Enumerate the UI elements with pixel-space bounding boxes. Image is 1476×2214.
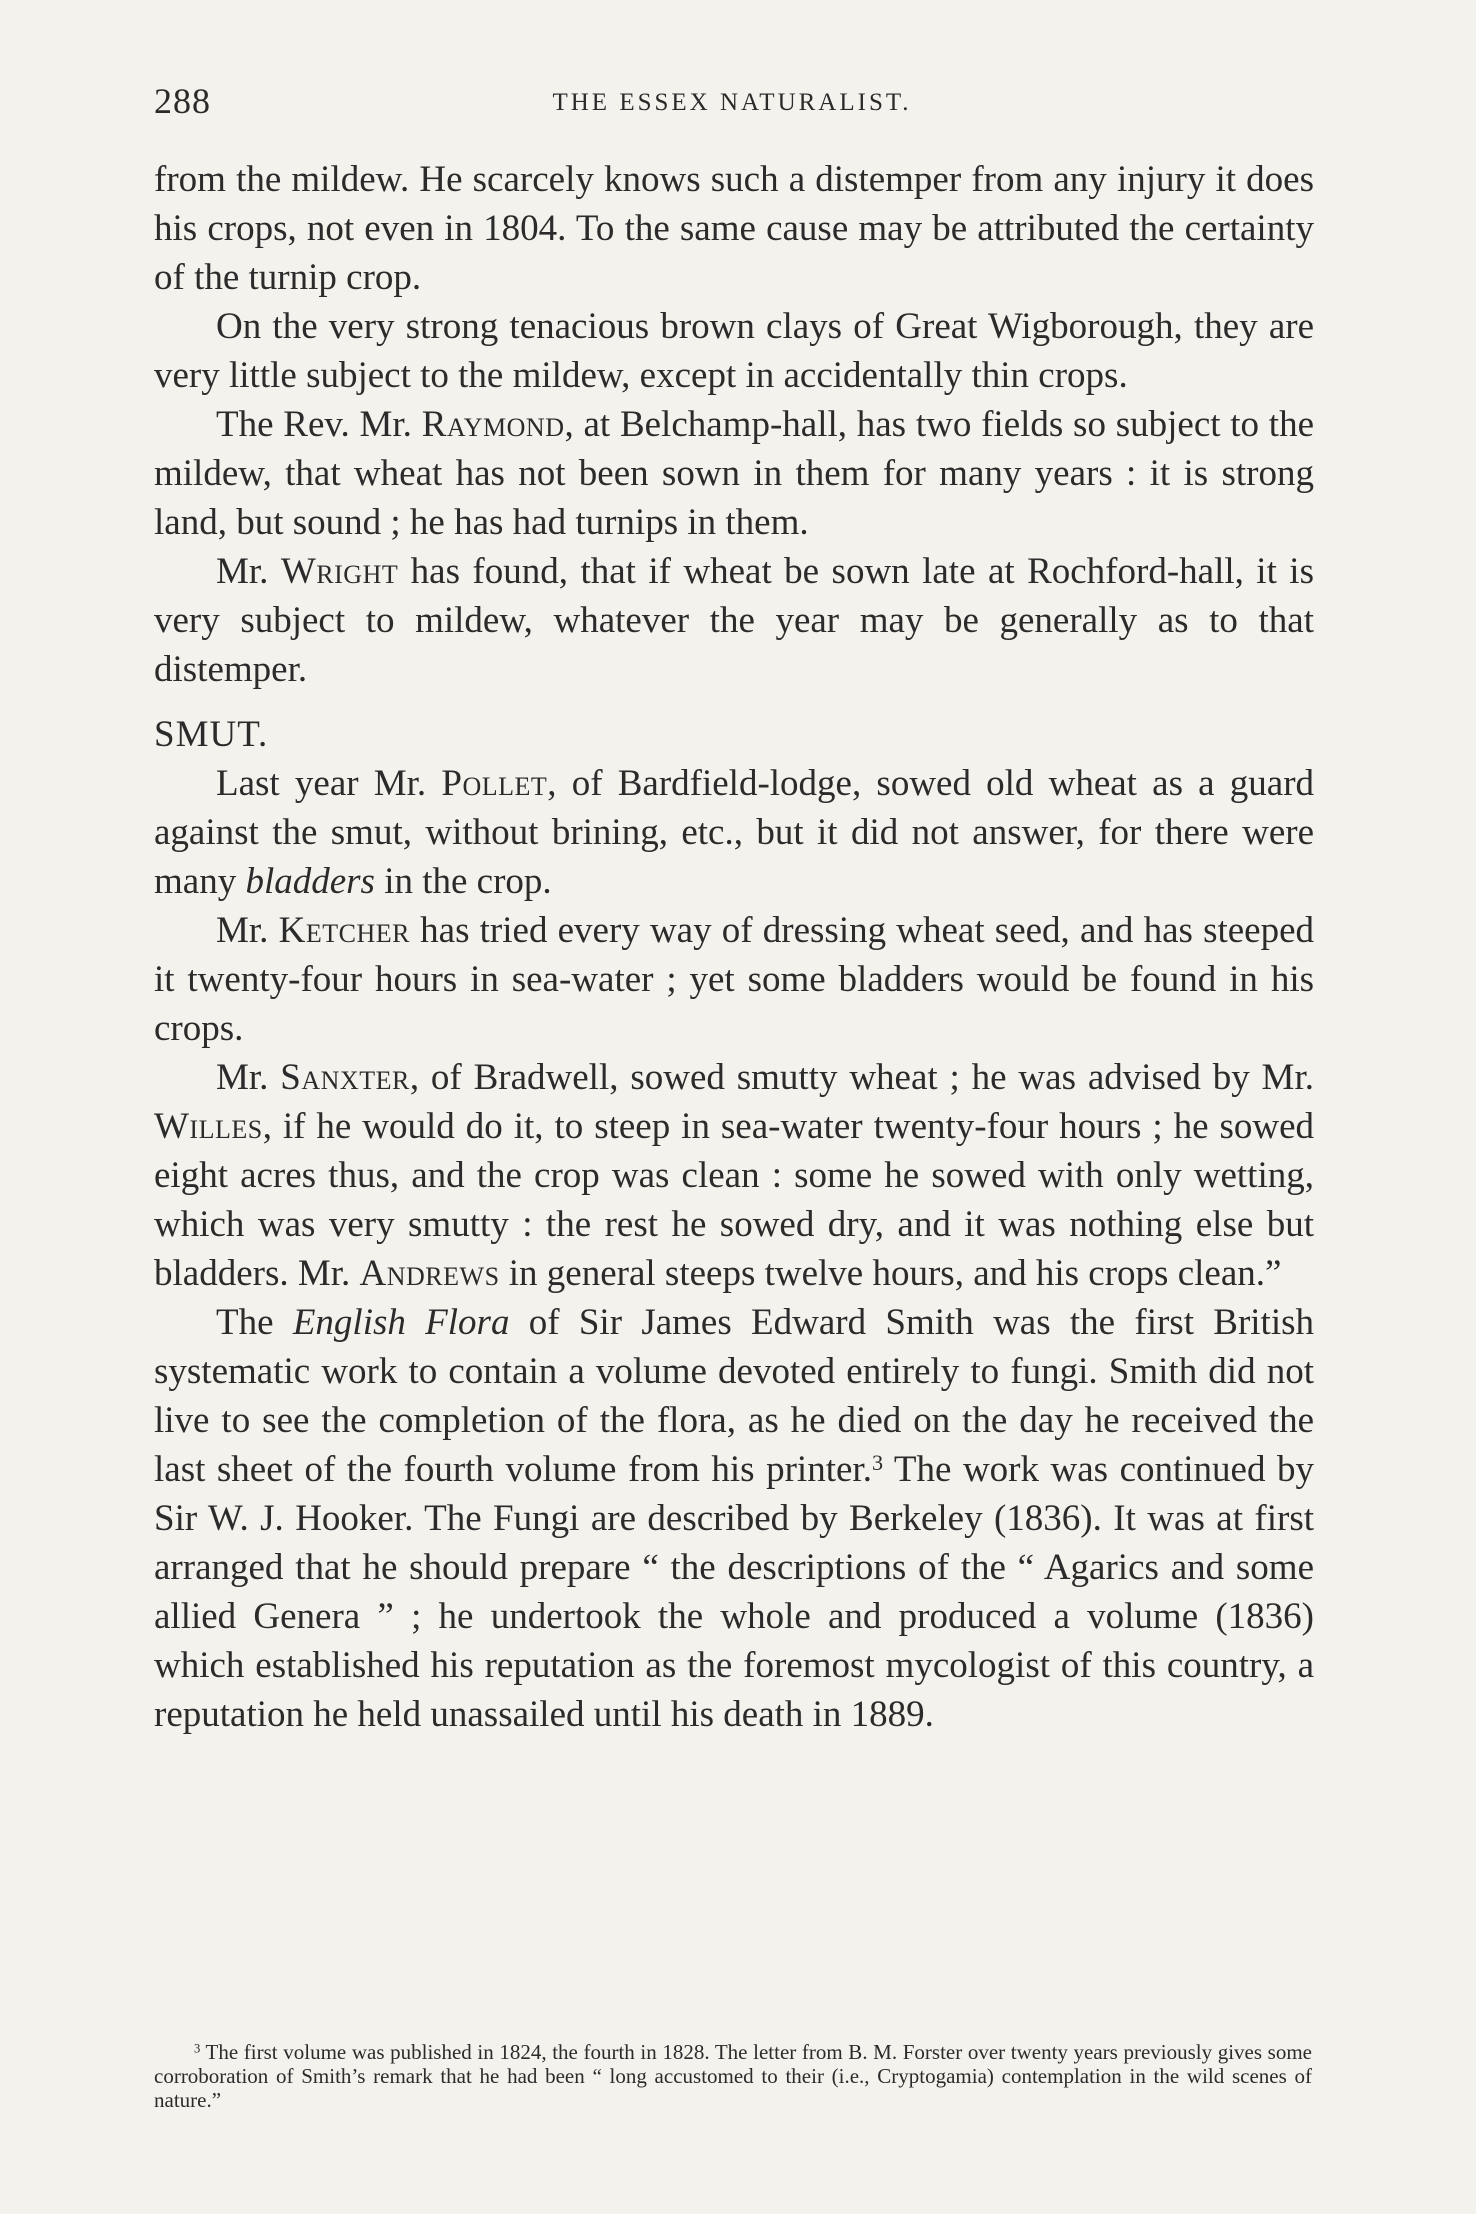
paragraph-wright xyxy=(154,547,1314,694)
person-name: Sanxter xyxy=(280,1057,410,1098)
italic-term: bladders xyxy=(245,861,375,902)
text-segment: Mr. xyxy=(216,910,269,951)
footnote-body: The first volume was published in 1824, the fourth in 1828. The letter from B. M. Forster over twenty years previously gives some corroboration of Smith’s remark that he had been “ long accustomed to their (i.e., Cryptogamia) contemplation in the wild scenes of nature.” xyxy=(154,2040,1312,2112)
text-segment: , of Bardfield-lodge, sowed old wheat as a guard against the smut, without brining, etc., but it did not answer, for there were many xyxy=(154,763,1315,902)
text-segment: Last year Mr. xyxy=(216,763,427,804)
person-name: Raymond xyxy=(421,404,565,445)
paragraph-sanxter xyxy=(154,1053,1314,1298)
section-heading: SMUT. xyxy=(154,714,269,755)
text-segment: has tried every way of dressing wheat seed, and has steeped it twenty-four hours in sea-water ; yet some bladders would be found in his crops. xyxy=(154,910,1315,1049)
footnote-text xyxy=(154,2040,1312,2112)
person-name: Pollet xyxy=(441,763,548,804)
text-segment: The xyxy=(216,1302,274,1343)
text-segment: in the crop. xyxy=(384,861,552,902)
text-segment: Mr. xyxy=(216,551,269,592)
running-header xyxy=(152,80,1312,130)
paragraph-english-flora xyxy=(154,1298,1314,1739)
paragraph-ketcher xyxy=(154,906,1314,1053)
text-segment: , at Belchamp-hall, has two fields so subject to the mildew, that wheat has not been sown in them for many years : it is strong land, but sound ; he has had turnips in them. xyxy=(154,404,1315,543)
paragraph-pollet xyxy=(154,759,1314,906)
body-text xyxy=(154,155,1314,1739)
person-name: Ketcher xyxy=(278,910,410,951)
footnote-reference[interactable]: 3 xyxy=(871,1449,884,1475)
text-segment: The Rev. Mr. xyxy=(216,404,412,445)
text-segment: , if he would do it, to steep in sea-water twenty-four hours ; he sowed eight acres thus, and the crop was clean : some he sowed with only wetting, which was very smutty : the rest he sowed dry, and it was nothing else but bladders. Mr. xyxy=(154,1106,1314,1294)
text-segment: The work was continued by Sir W. J. Hooker. The Fungi are described by Berkeley (1836). It was at first arranged that he should prepare “ the descriptions of the “ Agarics and some allied Genera ” ; he undertook the whole and produced a volume (1836) which established his reputation as the foremost mycologist of this country, a reputation he held unassailed until his death in 1889. xyxy=(154,1449,1314,1735)
paragraph-raymond xyxy=(154,400,1314,547)
footnote-marker: 3 xyxy=(194,2041,201,2056)
page-number: 288 xyxy=(154,81,211,121)
text-segment: has found, that if wheat be sown late at Rochford-hall, it is very subject to mildew, whatever the year may be generally as to that distemper. xyxy=(154,551,1314,690)
text-segment: of Sir James Edward Smith was the first British systematic work to contain a volume devoted entirely to fungi. Smith did not live to see the completion of the flora, as he died on the day he received the last sheet of the fourth volume from his printer. xyxy=(154,1302,1315,1490)
person-name: Wright xyxy=(280,551,399,592)
text-segment: in general steeps twelve hours, and his crops clean.” xyxy=(508,1253,1282,1294)
person-name: Andrews xyxy=(359,1253,500,1294)
paragraph-continued: from the mildew. He scarcely knows such a distemper from any injury it does his crops, not even in 1804. To the same cause may be attributed the certainty of the turnip crop. xyxy=(154,159,1314,298)
text-segment: , of Bradwell, sowed smutty wheat ; he was advised by Mr. xyxy=(409,1057,1314,1098)
text-segment: Mr. xyxy=(216,1057,269,1098)
person-name: Willes xyxy=(154,1106,263,1147)
book-title: English Flora xyxy=(292,1302,510,1343)
running-title: THE ESSEX NATURALIST. xyxy=(552,89,912,116)
footnote xyxy=(154,2040,1312,2112)
paragraph-wigborough: On the very strong tenacious brown clays of Great Wigborough, they are very little subject to the mildew, except in accidentally thin crops. xyxy=(154,306,1314,396)
